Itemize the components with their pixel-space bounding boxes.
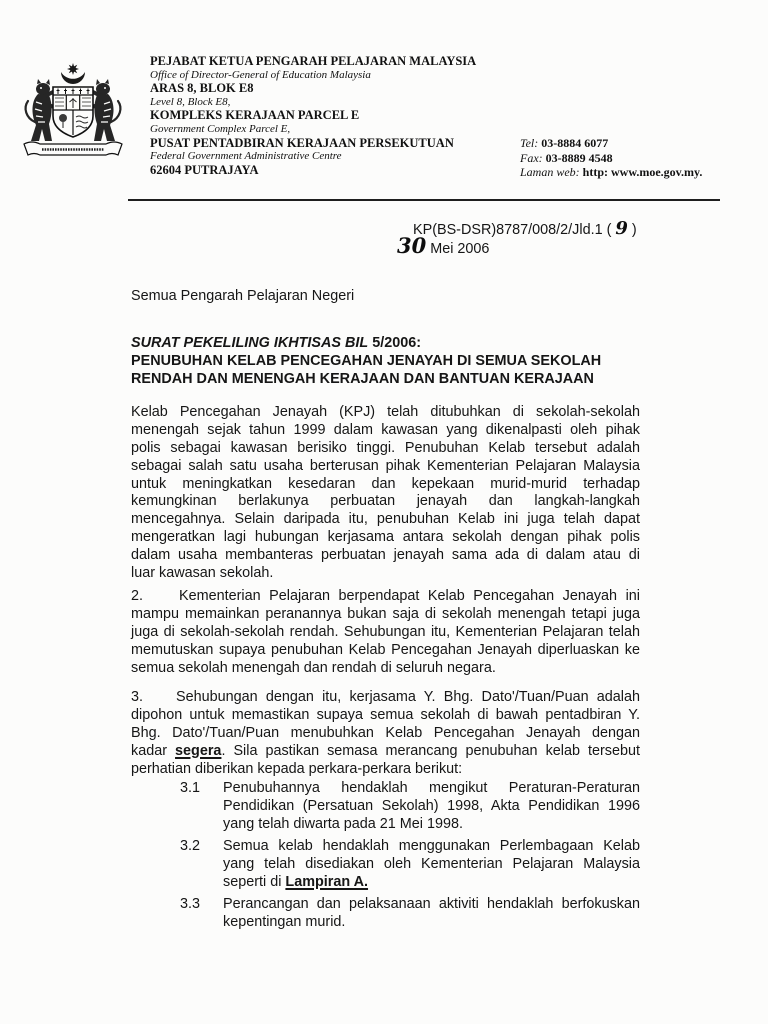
letterhead-centre-en: Federal Government Administrative Centre — [150, 150, 342, 163]
item-line: Penubuhannya hendaklah mengikut Peraturan-Peraturan — [223, 780, 640, 796]
letter-date — [397, 233, 490, 259]
date-month-year: Mei 2006 — [430, 241, 490, 257]
paragraph-line: Kementerian Pelajaran berpendapat Kelab Pencegahan Jenayah ini — [179, 588, 640, 604]
letterhead-floor: ARAS 8, BLOK E8 — [150, 81, 254, 96]
item-number: 3.1 — [180, 780, 201, 796]
paragraph-line: mampu memainkan peranannya bukan saja di sekolah menengah tetapi juga — [131, 605, 640, 622]
paragraph-first-line — [131, 689, 640, 707]
emphasis-segera: segera — [175, 742, 222, 759]
subject-circular-line — [131, 335, 601, 353]
paragraph-line: mencegahnya. Selain daripada itu, penubuhan Kelab ini juga telah dapat — [131, 511, 640, 528]
paragraph-first-line — [131, 588, 640, 606]
item-body — [223, 838, 640, 892]
paragraph-line: Kelab Pencegahan Jenayah (KPJ) telah ditubuhkan di sekolah-sekolah — [131, 404, 640, 420]
contact-web — [520, 165, 702, 180]
paragraph-line: memutuskan supaya penubuhan Kelab Pencegahan Jenayah diperluaskan ke — [131, 641, 640, 658]
paragraph-3 — [131, 689, 640, 778]
item-body — [223, 780, 640, 834]
lampiran-reference: Lampiran A. — [285, 873, 369, 890]
paragraph-1 — [131, 404, 640, 583]
item-line: yang telah diwarta pada 21 Mei 1998. — [223, 815, 464, 832]
item-line: Perancangan dan pelaksanaan aktiviti hendaklah berfokuskan — [223, 896, 640, 912]
letterhead-complex-en: Government Complex Parcel E, — [150, 122, 291, 135]
paragraph-line: semua sekolah menengah dan rendah di seluruh negara. — [131, 659, 496, 676]
item-line: Pendidikan (Persatuan Sekolah) 1998, Akta Pendidikan 1996 — [223, 797, 640, 814]
reference-handwritten-number: 9 — [615, 218, 628, 239]
paragraph-line: Sehubungan dengan itu, kerjasama Y. Bhg. Dato'/Tuan/Puan adalah — [176, 689, 640, 705]
circular-number: 5/2006: — [372, 335, 421, 351]
paragraph-line: sebagai salah satu usaha berterusan pihak Kementerian Pelajaran Malaysia — [131, 457, 640, 474]
paragraph-line: Bhg. Dato'/Tuan/Puan menubuhkan Kelab Pencegahan Jenayah dengan — [131, 724, 640, 741]
paragraph-line: dipohon untuk memastikan supaya semua sekolah di bawah pentadbiran Y. — [131, 706, 640, 723]
item-line: Semua kelab hendaklah menggunakan Perlembagaan Kelab — [223, 838, 640, 854]
letterhead-postcode-city: 62604 PUTRAJAYA — [150, 162, 259, 177]
circular-label: SURAT PEKELILING IKHTISAS BIL — [131, 335, 369, 351]
subject-title-line: RENDAH DAN MENENGAH KERAJAAN DAN BANTUAN KERAJAAN — [131, 370, 594, 387]
item-number: 3.2 — [180, 838, 201, 854]
item-line: yang telah disediakan oleh Kementerian Pelajaran Malaysia — [223, 855, 640, 872]
letterhead — [150, 55, 476, 177]
contact-fax — [520, 151, 702, 166]
line-text: kadar — [131, 742, 167, 759]
tel-value: 03-8884 6077 — [541, 136, 609, 150]
paragraph-line: juga di sekolah-sekolah rendah. Sehubungan itu, Kementerian Pelajaran telah — [131, 623, 640, 640]
letterhead-divider — [128, 199, 720, 201]
letterhead-office-name-en: Office of Director-General of Education Malaysia — [150, 68, 371, 81]
item-line: kepentingan murid. — [223, 913, 346, 930]
web-value: http: www.moe.gov.my. — [582, 165, 703, 179]
subject-heading — [131, 335, 601, 389]
paragraph-line: mengeratkan lagi hubungan kerjasama antara sekolah dengan pihak polis — [131, 529, 640, 546]
item-line — [223, 874, 640, 892]
paragraph-line: menengah sejak tahun 1999 dalam kawasan yang dikenalpasti oleh pihak — [131, 421, 640, 438]
date-day-handwritten: 30 — [397, 233, 427, 258]
paragraph-number: 3. — [131, 689, 144, 705]
fax-value: 03-8889 4548 — [545, 150, 613, 165]
web-label: Laman web: — [520, 165, 580, 179]
paragraph-line: luar kawasan sekolah. — [131, 565, 274, 582]
subject-title-line: PENUBUHAN KELAB PENCEGAHAN JENAYAH DI SEMUA SEKOLAH — [131, 352, 602, 369]
paragraph-line: polis sebagai kawasan berisiko tinggi. Penubuhan Kelab tersebut adalah — [131, 439, 640, 456]
letterhead-office-name: PEJABAT KETUA PENGARAH PELAJARAN MALAYSIA — [150, 54, 477, 68]
paragraph-line: untuk meningkatkan kesedaran dan kepekaan murid-murid terhadap — [131, 475, 640, 492]
line-text: . Sila pastikan semasa merancang penubuhan kelab tersebut — [221, 742, 640, 759]
reference-suffix: ) — [631, 222, 637, 238]
contact-block — [520, 136, 702, 180]
paragraph-line — [131, 743, 640, 761]
line-text: seperti di — [223, 873, 282, 890]
paragraph-line: dalam usaha membanteras perbuatan jenayah sama ada di dalam atau di — [131, 547, 640, 564]
coat-of-arms-logo — [18, 60, 128, 164]
letterhead-floor-en: Level 8, Block E8, — [150, 95, 231, 108]
letterhead-centre: PUSAT PENTADBIRAN KERAJAAN PERSEKUTUAN — [150, 135, 454, 150]
paragraph-line: kemungkinan berlakunya perbuatan jenayah dan langkah-langkah — [131, 493, 640, 510]
item-body — [223, 896, 640, 932]
paragraph-line: perhatian diberikan kepada perkara-perkara berikut: — [131, 760, 463, 777]
reference-prefix: KP(BS-DSR)8787/008/2/Jld.1 ( — [413, 222, 612, 238]
recipient: Semua Pengarah Pelajaran Negeri — [131, 288, 355, 304]
paragraph-2 — [131, 588, 640, 677]
letterhead-complex: KOMPLEKS KERAJAAN PARCEL E — [150, 108, 360, 123]
item-number: 3.3 — [180, 896, 201, 912]
tel-label: Tel: — [520, 136, 539, 150]
paragraph-number: 2. — [131, 588, 144, 604]
fax-label: Fax: — [520, 150, 543, 165]
contact-tel — [520, 136, 702, 151]
